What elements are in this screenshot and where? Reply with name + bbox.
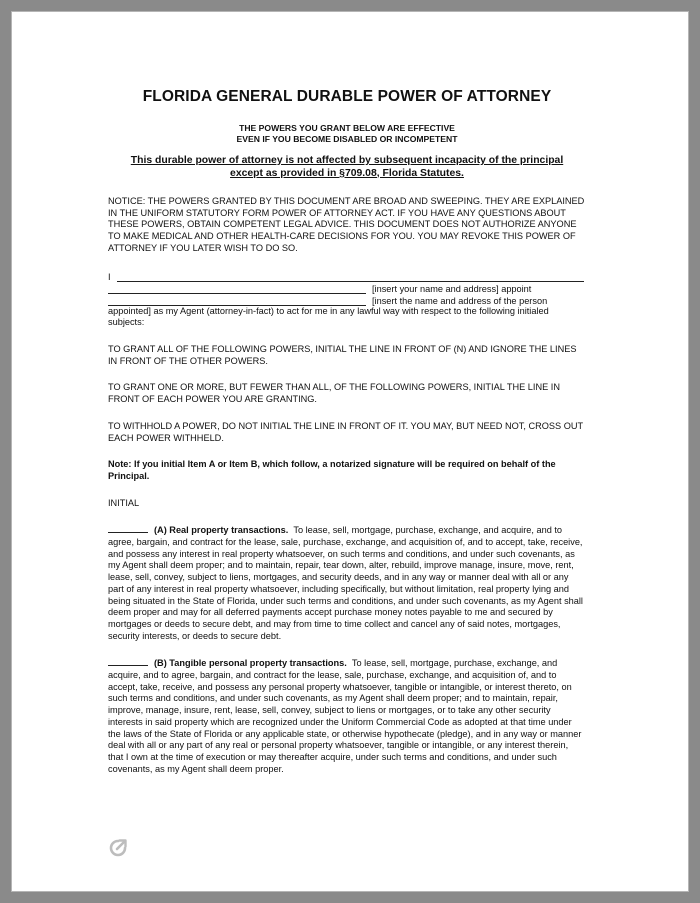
notice-paragraph: NOTICE: THE POWERS GRANTED BY THIS DOCUMENT ARE BROAD AND SWEEPING. THEY ARE EXPLAINED IN THE UNIFORM STATUTORY FORM POWER OF ATTORNEY ACT. IF YOU HAVE ANY QUESTIONS ABOUT THESE POWERS, OBTAIN COMPETENT LEGAL ADVICE. THIS DOCUMENT DOES NOT AUTHORIZE ANYONE TO MAKE MEDICAL AND OTHER HEALTH-CARE DECISIONS FOR YOU. YOU MAY REVOKE THIS POWER OF ATTORNEY IF YOU LATER WISH TO DO SO. [108, 196, 585, 253]
principal-i-label: I [108, 272, 111, 283]
share-arrow-icon [108, 838, 128, 858]
agent-line [108, 294, 586, 306]
effective-notice [108, 123, 586, 145]
initial-label: INITIAL [108, 497, 140, 508]
effective-notice-line1: THE POWERS YOU GRANT BELOW ARE EFFECTIVE [239, 123, 455, 133]
principal-address-blank[interactable] [108, 284, 366, 294]
principal-line [108, 271, 586, 283]
grant-all-instruction: TO GRANT ALL OF THE FOLLOWING POWERS, INITIAL THE LINE IN FRONT OF (N) AND IGNORE THE LINES IN FRONT OF THE OTHER POWERS. [108, 343, 577, 366]
notarization-note: Note: If you initial Item A or Item B, which follow, a notarized signature will be required on behalf of the Principal. [108, 459, 556, 481]
grant-some-instruction: TO GRANT ONE OR MORE, BUT FEWER THAN ALL, OF THE FOLLOWING POWERS, INITIAL THE LINE IN FRONT OF EACH POWER YOU ARE GRANTING. [108, 382, 560, 405]
appointed-paragraph: appointed] as my Agent (attorney-in-fact) to act for me in any lawful way with respect to the following initialed subjects: [108, 305, 549, 328]
item-b-initial-blank[interactable] [108, 657, 148, 666]
item-b-text: To lease, sell, mortgage, purchase, exchange, and acquire, and to agree, bargain, and contract for the lease, sale, purchase, exchange, and acquisition of, and to accept, take, receive, and possess any personal property whatsoever, tangible or intangible, or interest thereto, on such terms and conditions, and under such covenants, as my Agent shall deem proper; and to maintain, repair, improve, manage, insure, rent, lease, sell, convey, subject to liens or mortgages, or to take any other security interests in said property which are recognized under the Uniform Commercial Code as adopted at that time under the laws of the State of Florida or any applicable state, or otherwise hypothecate (pledge), and in any way or manner deal with all or any part of any real or personal property whatsoever, tangible or intangible, or any interest therein, that I own at the time of execution or may thereafter acquire, under such terms and conditions, and under such covenants, as my Agent shall deem proper. [108, 658, 582, 774]
item-a-paragraph [108, 524, 586, 642]
durable-statement-line2: except as provided in §709.08, Florida Statutes. [230, 167, 464, 179]
item-b-paragraph [108, 657, 586, 775]
withhold-instruction: TO WITHHOLD A POWER, DO NOT INITIAL THE LINE IN FRONT OF IT. YOU MAY, BUT NEED NOT, CROSS OUT EACH POWER WITHHELD. [108, 420, 583, 443]
durable-statement-line1: This durable power of attorney is not affected by subsequent incapacity of the principal [130, 155, 564, 166]
document-title: FLORIDA GENERAL DURABLE POWER OF ATTORNEY [142, 88, 552, 105]
item-a-text: To lease, sell, mortgage, purchase, exchange, and acquire, and to agree, bargain, and contract for the lease, sale, purchase, exchange, and acquisition of, and to accept, take, receive, and possess any interest in real property whatsoever, on such terms and conditions, and under such covenants, as my Agent shall deem proper; and to maintain, repair, tear down, alter, rebuild, improve manage, insure, move, rent, lease, sell, convey, subject to liens, mortgages, and security deeds, and in any way or manner deal with all or any part of any interest in real property whatsoever, including specifically, but without limitation, real property lying and being situated in the State of Florida, under such terms and conditions, and under such covenants, as my Agent shall deem proper and may for all deferred payments accept purchase money notes payable to me and secured by mortgages or deeds to secure debt, and may from time to time collect and cancel any of said notes, mortgages, security interests, or deeds to secure debt. [108, 525, 583, 641]
item-a-initial-blank[interactable] [108, 524, 148, 533]
principal-address-line [108, 282, 586, 294]
appointment-section [108, 271, 586, 329]
agent-name-blank[interactable] [108, 296, 366, 306]
principal-address-label: [insert your name and address] appoint [372, 283, 532, 294]
item-b-heading: (B) Tangible personal property transactions. [154, 658, 347, 669]
item-a-heading: (A) Real property transactions. [154, 525, 289, 536]
durable-statement [108, 155, 586, 180]
effective-notice-line2: EVEN IF YOU BECOME DISABLED OR INCOMPETENT [236, 134, 458, 144]
agent-label: [insert the name and address of the person [372, 295, 548, 306]
document-content [108, 88, 586, 775]
principal-name-blank[interactable] [117, 272, 584, 282]
document-page [12, 12, 688, 891]
